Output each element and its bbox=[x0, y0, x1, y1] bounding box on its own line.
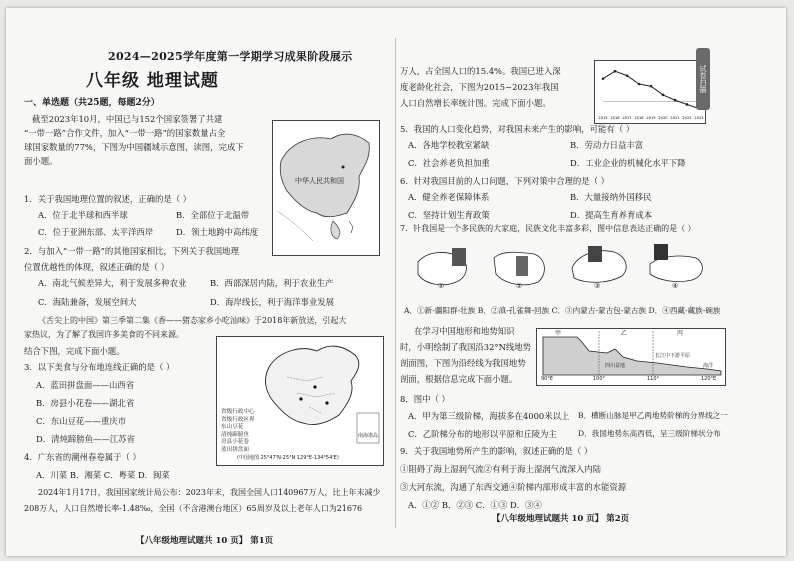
food-map-legend bbox=[221, 409, 255, 454]
intro-line-3: 球国家数量的77%，下图为中国疆域示意图，读图，完成下 bbox=[24, 142, 244, 152]
chart-x-tick-label: 2017 bbox=[622, 116, 632, 120]
map-country-label: 中华人民共和国 bbox=[295, 177, 344, 185]
page2-top-line-3: 人口自然增长率统计图。完成下面小题。 bbox=[400, 98, 551, 108]
q2-option-a: A．南北气候差异大，利于发展多种农业 bbox=[38, 278, 187, 288]
q1-option-b: B．全部位于北温带 bbox=[176, 210, 250, 220]
q6-option-c: C．坚持计划生育政策 bbox=[408, 210, 490, 220]
intro-line-2: “一带一路”合作文件，加入“一带一路”的国家数量占全 bbox=[24, 128, 226, 138]
question-3: 3．以下美食与分布地连线正确的是（ ） bbox=[24, 362, 175, 372]
profile-axis-90: 90°E bbox=[541, 376, 554, 382]
region-outline-1 bbox=[412, 244, 478, 292]
region-outline-4 bbox=[646, 244, 712, 292]
profile-label-jia: 甲 bbox=[555, 330, 562, 337]
profile-label-yi: 乙 bbox=[621, 330, 628, 337]
intro4-line-4: 剖面，根据信息完成下面小题。 bbox=[400, 374, 518, 384]
question-7: 7．针我国是一个多民族的大家庭，民族文化丰富多彩，图中信息表达正确的是（ ） bbox=[400, 224, 696, 233]
q2-option-b: B．西部深居内陆，利于农业生产 bbox=[210, 278, 334, 288]
terrain-profile-graphic bbox=[537, 329, 725, 385]
chart-x-tick-label: 2020 bbox=[658, 116, 668, 120]
china-map-graphic bbox=[273, 121, 379, 255]
region-outline-3 bbox=[568, 244, 634, 292]
question-6: 6．针对我国目前的人口问题，下列对策中合理的是（ ） bbox=[400, 176, 609, 186]
q6-option-a: A．健全养老保障体系 bbox=[408, 192, 490, 202]
ethnic-image-3 bbox=[568, 244, 634, 292]
image-label-2: ② bbox=[516, 282, 523, 290]
q3-option-c: C．东山豆花——重庆市 bbox=[36, 416, 127, 426]
chart-point bbox=[650, 85, 653, 88]
exam-title: 八年级 地理试题 bbox=[86, 71, 219, 91]
q2-option-c: C．海陆兼备，发展空间大 bbox=[38, 297, 137, 307]
intro2-line-2: 家热议，为了解了我国许多美食的不同来源。 bbox=[24, 330, 184, 339]
q8-option-b: B．横断山脉是甲乙两地势阶梯的分界线之一 bbox=[578, 411, 728, 420]
legend-item: 省级行政中心 bbox=[221, 409, 255, 415]
chart-point bbox=[662, 94, 665, 97]
q7-options: A．①新-疆阳群-壮族 B．②滇-孔雀舞-回族 C．③内蒙古-蒙古包-蒙古族 D．④西藏-藏族-碗族 bbox=[404, 306, 721, 315]
q3-option-d: D．清炖蹄膀鱼——江苏省 bbox=[36, 434, 135, 444]
image-label-1: ① bbox=[438, 282, 445, 290]
chart-x-tick-label: 2021 bbox=[670, 116, 680, 120]
chart-series-line bbox=[603, 71, 699, 108]
q5-option-a: A．各地学校教室紧缺 bbox=[408, 140, 490, 150]
chart-point bbox=[674, 99, 677, 102]
exam-header: 2024—2025学年度第一学期学习成果阶段展示 bbox=[108, 50, 353, 63]
chart-x-tick-label: 2016 bbox=[610, 116, 620, 120]
question-2-line-2: 位置优越性的体现，叙述正确的是（ ） bbox=[24, 262, 170, 272]
chart-point bbox=[614, 70, 617, 73]
terrain-profile bbox=[536, 328, 726, 386]
side-tab[interactable]: 试卷扫描 bbox=[696, 48, 710, 110]
legend-item: 清炖蹄膀鱼 bbox=[221, 431, 249, 438]
population-growth-chart-svg bbox=[595, 61, 705, 123]
q8-option-a: A．甲为第三级阶梯，海拔多在4000米以上 bbox=[408, 411, 570, 421]
q8-option-c: C．乙阶梯分布的地形以平原和丘陵为主 bbox=[408, 429, 557, 439]
south-sea-label: 南海诸岛 bbox=[358, 433, 379, 439]
profile-axis-110: 110° bbox=[647, 376, 660, 382]
intro2-line-3: 结合下图，完成下面小题。 bbox=[24, 346, 125, 356]
legend-item: 省级行政区界 bbox=[221, 416, 255, 423]
q4-options: A．川菜 B．湘菜 C．粤菜 D．闽菜 bbox=[36, 470, 170, 480]
chart-point bbox=[638, 83, 641, 86]
profile-label-ocean: 海洋 bbox=[703, 363, 714, 369]
q5-option-b: B．劳动力日益丰富 bbox=[570, 140, 644, 150]
q9-options: A．①② B．②③ C．①③ D．③④ bbox=[408, 500, 542, 510]
profile-label-yangtze: 长江中下游平原 bbox=[655, 353, 691, 359]
q5-option-d: D．工业企业的机械化水平下降 bbox=[570, 158, 686, 168]
page-2 bbox=[398, 8, 770, 556]
page-1 bbox=[20, 8, 392, 556]
food-map-caption: (中国地图 25°47'N-25°N 129°E-134°54'E) bbox=[237, 455, 339, 461]
ethnic-image-2 bbox=[490, 244, 556, 292]
chart-x-tick-label: 2015 bbox=[598, 116, 608, 120]
region-outline-2 bbox=[490, 244, 556, 292]
profile-label-bing: 丙 bbox=[677, 330, 684, 337]
question-4: 4．广东省的潮州春卷属于（ ） bbox=[24, 452, 141, 462]
intro4-line-3: 剖面图，下图为沿经线为我国地势 bbox=[400, 358, 526, 368]
legend-item: 东山豆花 bbox=[221, 424, 244, 431]
page-2-footer: 【八年级地理试题共 10 页】 第2页 bbox=[492, 514, 630, 524]
q1-option-c: C．位于亚洲东部、太平洋西岸 bbox=[38, 227, 154, 237]
profile-axis-100: 100° bbox=[593, 376, 606, 382]
question-2-line-1: 2．与加入“一带一路”的其他国家相比，下列关于我国地理 bbox=[24, 246, 239, 256]
chart-x-tick-label: 2019 bbox=[646, 116, 656, 120]
exam-sheet bbox=[6, 8, 786, 556]
page-1-footer: 【八年级地理试题共 10 页】 第1页 bbox=[136, 536, 274, 546]
intro4-line-2: 时，小明绘制了我国沿32°N线地势 bbox=[400, 342, 532, 352]
intro3-line-2: 208万人，人口自然增长率-1.48‰，全国（不含港澳台地区）65周岁及以上老年人口为21676 bbox=[24, 504, 363, 513]
legend-item: 房县小花卷 bbox=[221, 439, 249, 446]
legend-item: 蓝田拼盘面 bbox=[221, 446, 249, 453]
page2-top-line-1: 万人，占全国人口的15.4%。我国已进入深 bbox=[400, 66, 561, 76]
chart-x-tick-label: 2018 bbox=[634, 116, 644, 120]
china-food-map bbox=[216, 336, 384, 466]
intro-line-4: 面小题。 bbox=[24, 156, 58, 166]
q9-statement-2: ③大河东流，沟通了东西交通④阶梯内部形成丰富的水能资源 bbox=[400, 482, 627, 492]
chart-x-tick-label: 2022 bbox=[682, 116, 692, 120]
q3-option-a: A．蓝田拼盘面——山西省 bbox=[36, 380, 135, 390]
q2-option-d: D．海岸线长，利于海洋事业发展 bbox=[210, 297, 334, 307]
q6-option-b: B．大量接纳外国移民 bbox=[570, 192, 652, 202]
q8-option-d: D．我国地势东高西低，呈三级阶梯状分布 bbox=[578, 429, 721, 438]
ethnic-image-1 bbox=[412, 244, 478, 292]
q1-option-a: A．位于北半球和西半球 bbox=[38, 210, 128, 220]
q9-statement-1: ①阻碍了海上湿润气流②有利于海上湿润气流深入内陆 bbox=[400, 464, 601, 474]
question-8: 8．图中（ ） bbox=[400, 394, 450, 404]
profile-label-sichuan: 四川盆地 bbox=[605, 363, 626, 369]
chart-x-tick-label: 2023 bbox=[694, 116, 704, 120]
section-1-heading: 一、单选题（共25题，每题2分） bbox=[24, 98, 160, 108]
question-1: 1．关于我国地理位置的叙述，正确的是（ ） bbox=[24, 194, 192, 204]
intro3-line-1: 2024年1月17日，我国国家统计局公布：2023年末，我国全国人口140967万人，比上年末减少 bbox=[38, 488, 381, 497]
chart-point bbox=[602, 77, 605, 80]
image-label-3: ③ bbox=[594, 282, 601, 290]
ethnic-image-4 bbox=[646, 244, 712, 292]
intro4-line-1: 在学习中国地形和地势知识 bbox=[414, 326, 515, 336]
china-territory-map bbox=[272, 120, 380, 256]
q6-option-d: D．提高生育养育成本 bbox=[570, 210, 653, 220]
intro2-line-1: 《舌尖上的中国》第三季第二集《香——猪态家乡小吃汕味》于2018年新放送，引起大 bbox=[38, 316, 347, 325]
page-divider bbox=[395, 38, 396, 528]
question-9: 9．关于我国地势所产生的影响，叙述正确的是（ ） bbox=[400, 446, 593, 456]
q5-option-c: C．社会养老负担加重 bbox=[408, 158, 490, 168]
chart-point bbox=[686, 103, 689, 106]
page2-top-line-2: 度老龄化社会，下图为2015~2023年我国 bbox=[400, 82, 559, 92]
profile-axis-120: 120°E bbox=[701, 376, 717, 382]
question-5: 5．我国的人口变化趋势，对我国未来产生的影响，可能有（ ） bbox=[400, 124, 635, 134]
q1-option-d: D．领土地跨中高纬度 bbox=[176, 227, 259, 237]
q3-option-b: B．房县小花卷——湖北省 bbox=[36, 398, 135, 408]
image-label-4: ④ bbox=[672, 282, 679, 290]
chart-point bbox=[626, 74, 629, 77]
population-growth-chart bbox=[594, 60, 706, 124]
intro-line-1: 截至2023年10月，中国已与152个国家签署了共建 bbox=[32, 114, 223, 124]
